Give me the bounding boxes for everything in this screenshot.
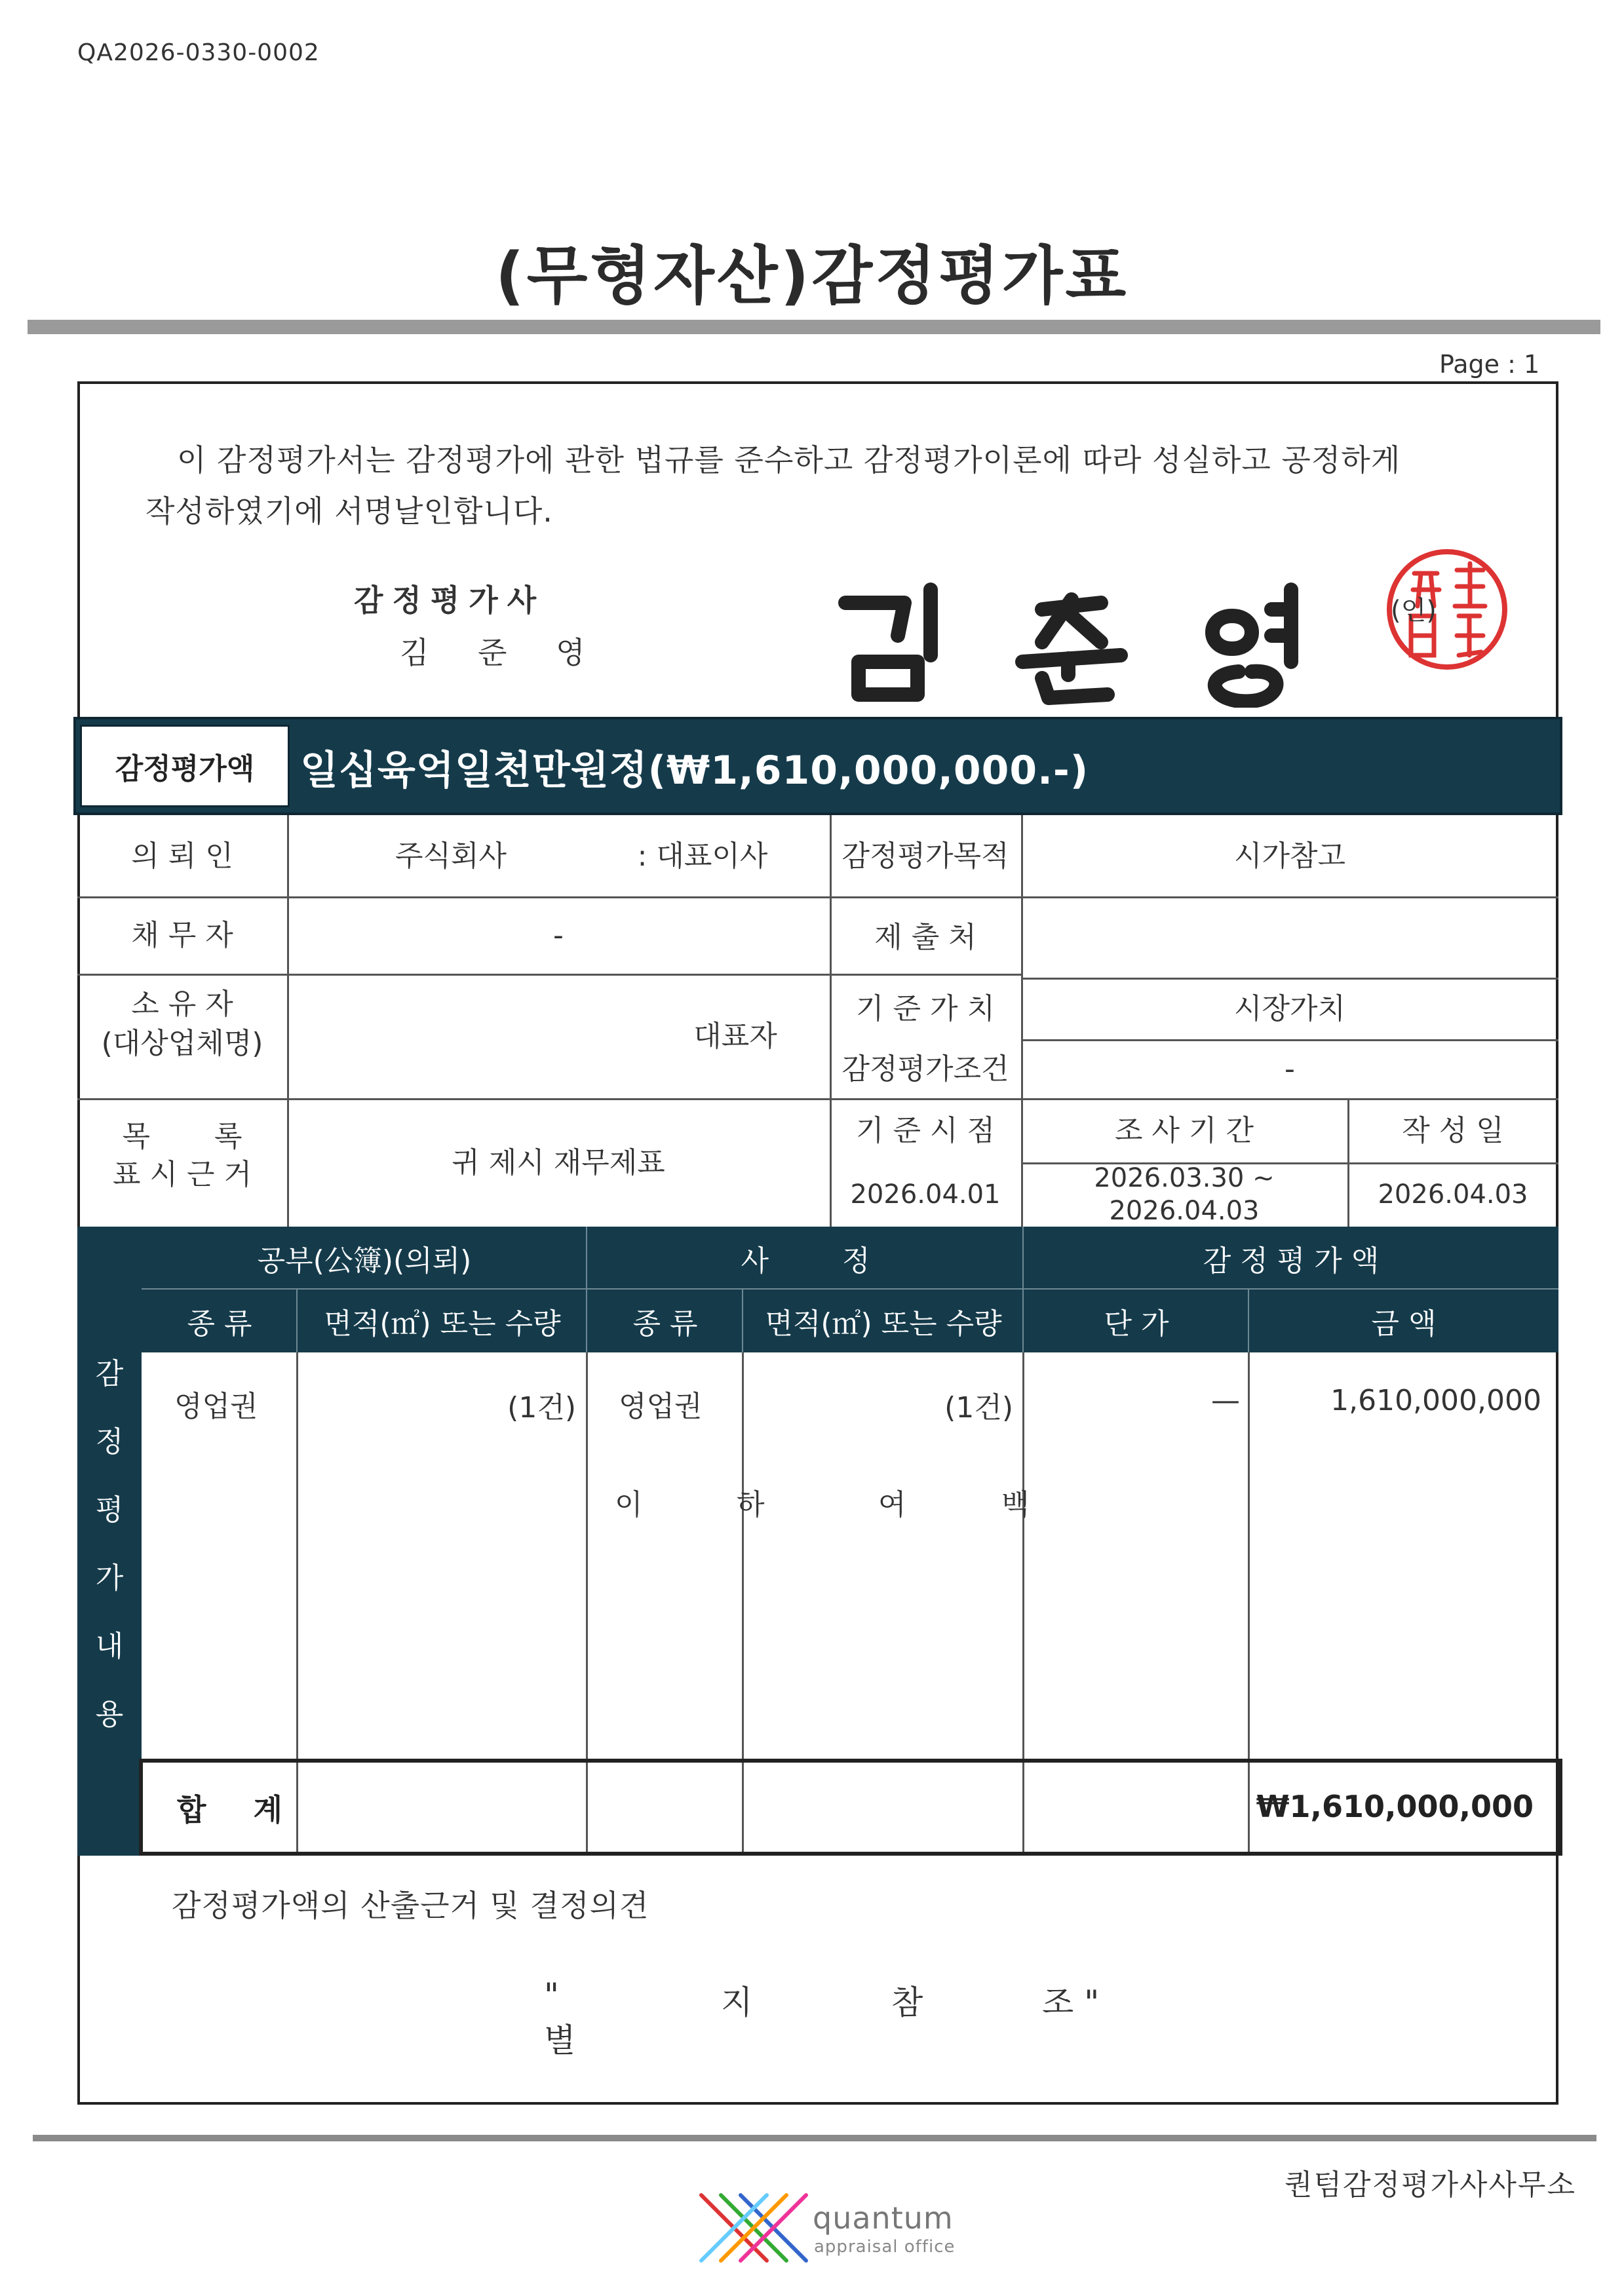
purpose-value: 시가참고	[1233, 839, 1345, 873]
content-side-bar	[77, 1227, 142, 1856]
header-col-type: 종 류	[187, 1307, 252, 1341]
declaration-line-1: 이 감정평가서는 감정평가에 관한 법규를 준수하고 감정평가이론에 따라 성실하고 공정하게	[177, 442, 1401, 478]
owner-label-1: 소 유 자	[131, 987, 233, 1021]
row-qty-2: (1건)	[944, 1391, 1013, 1425]
header-divider	[142, 1288, 1558, 1290]
amount-value: 일십육억일천만원정(₩1,610,000,000.-)	[300, 748, 1089, 794]
page-number: Page : 1	[1439, 350, 1540, 379]
client-value-a: 주식회사	[395, 839, 507, 873]
header-divider	[1022, 1227, 1024, 1352]
header-divider	[296, 1290, 298, 1352]
document-id: QA2026-0330-0002	[77, 39, 320, 66]
row-type-2: 영업권	[619, 1390, 703, 1423]
logo-name: quantum	[813, 2200, 954, 2236]
reference-char: 지	[721, 1983, 753, 2021]
header-public: 공부(公簿)(의뢰)	[257, 1244, 472, 1278]
header-divider	[1248, 1290, 1249, 1352]
list-value: 귀 제시 재무제표	[452, 1145, 665, 1179]
signature-drawing	[832, 564, 1330, 708]
side-label-char: 평	[95, 1493, 124, 1527]
office-name: 퀀텀감정평가사사무소	[1285, 2168, 1577, 2202]
client-value-b: : 대표이사	[637, 839, 768, 873]
header-divider	[742, 1290, 743, 1352]
standard-value: 시장가치	[1233, 991, 1345, 1025]
submit-value	[1021, 896, 1558, 978]
signer-role: 감정평가사	[354, 583, 546, 618]
side-label-char: 가	[95, 1561, 124, 1595]
list-label-1: 목 록	[122, 1119, 242, 1153]
condition-value: -	[1285, 1052, 1295, 1086]
base-date-label: 기 준 시 점	[856, 1113, 995, 1147]
client-label: 의 뢰 인	[131, 839, 233, 873]
row-qty: (1건)	[507, 1391, 576, 1425]
side-label-char: 용	[95, 1698, 124, 1731]
row-amount: 1,610,000,000	[1330, 1384, 1541, 1417]
owner-label-2: (대상업체명)	[101, 1026, 263, 1060]
header-col-type-2: 종 류	[632, 1307, 698, 1341]
total-amount: ₩1,610,000,000	[1256, 1789, 1534, 1824]
header-actual: 사 정	[741, 1244, 870, 1278]
header-col-unit: 단 가	[1104, 1307, 1169, 1341]
header-value: 감 정 평 가 액	[1203, 1244, 1380, 1278]
survey-period: 2026.03.30 ~ 2026.04.03	[1094, 1163, 1275, 1226]
header-col-amount: 금 액	[1371, 1307, 1437, 1341]
blank-note-char: 백	[1001, 1488, 1030, 1521]
page-title: (무형자산)감정평가표	[495, 239, 1129, 313]
seal-mark: (인)	[1391, 596, 1437, 626]
side-label-char: 정	[95, 1425, 124, 1459]
owner-value: 대표자	[693, 1019, 777, 1053]
debtor-value: -	[553, 918, 564, 952]
logo-subtitle: appraisal office	[814, 2237, 956, 2257]
signer-name: 김 준 영	[400, 635, 605, 670]
written-date: 2026.04.03	[1378, 1179, 1528, 1210]
reference-char: 조 "	[1042, 1983, 1100, 2021]
header-col-area: 면적(㎡) 또는 수량	[324, 1307, 561, 1341]
side-label-char: 내	[95, 1630, 124, 1663]
title-divider	[28, 320, 1600, 334]
reference-char: " 별	[544, 1976, 576, 2059]
side-label-char: 감	[95, 1357, 124, 1390]
header-col-area-2: 면적(㎡) 또는 수량	[765, 1307, 1002, 1341]
declaration-line-2: 작성하였기에 서명날인합니다.	[145, 493, 553, 529]
base-date: 2026.04.01	[850, 1179, 1001, 1210]
condition-label: 감정평가조건	[841, 1052, 1009, 1086]
blank-note-char: 하	[737, 1488, 765, 1521]
written-label: 작 성 일	[1402, 1113, 1504, 1147]
row-unit: —	[1211, 1384, 1240, 1417]
handwritten-signature	[832, 564, 1330, 735]
footer-divider	[33, 2135, 1596, 2141]
quantum-logo-icon	[688, 2182, 819, 2274]
blank-note-char: 여	[878, 1488, 906, 1521]
survey-label: 조 사 기 간	[1115, 1113, 1254, 1147]
standard-value-label: 기 준 가 치	[856, 991, 995, 1025]
submit-label: 제 출 처	[874, 920, 976, 954]
row-type: 영업권	[174, 1390, 258, 1423]
reference-char: 참	[891, 1983, 923, 2021]
header-divider	[586, 1227, 587, 1352]
amount-label: 감정평가액	[80, 725, 290, 807]
basis-label: 감정평가액의 산출근거 및 결정의견	[172, 1888, 649, 1923]
list-label-2: 표 시 근 거	[113, 1157, 252, 1191]
purpose-label: 감정평가목적	[841, 839, 1009, 873]
debtor-label: 채 무 자	[131, 918, 233, 952]
blank-note-char: 이	[615, 1488, 643, 1521]
total-label: 합 계	[177, 1792, 301, 1827]
